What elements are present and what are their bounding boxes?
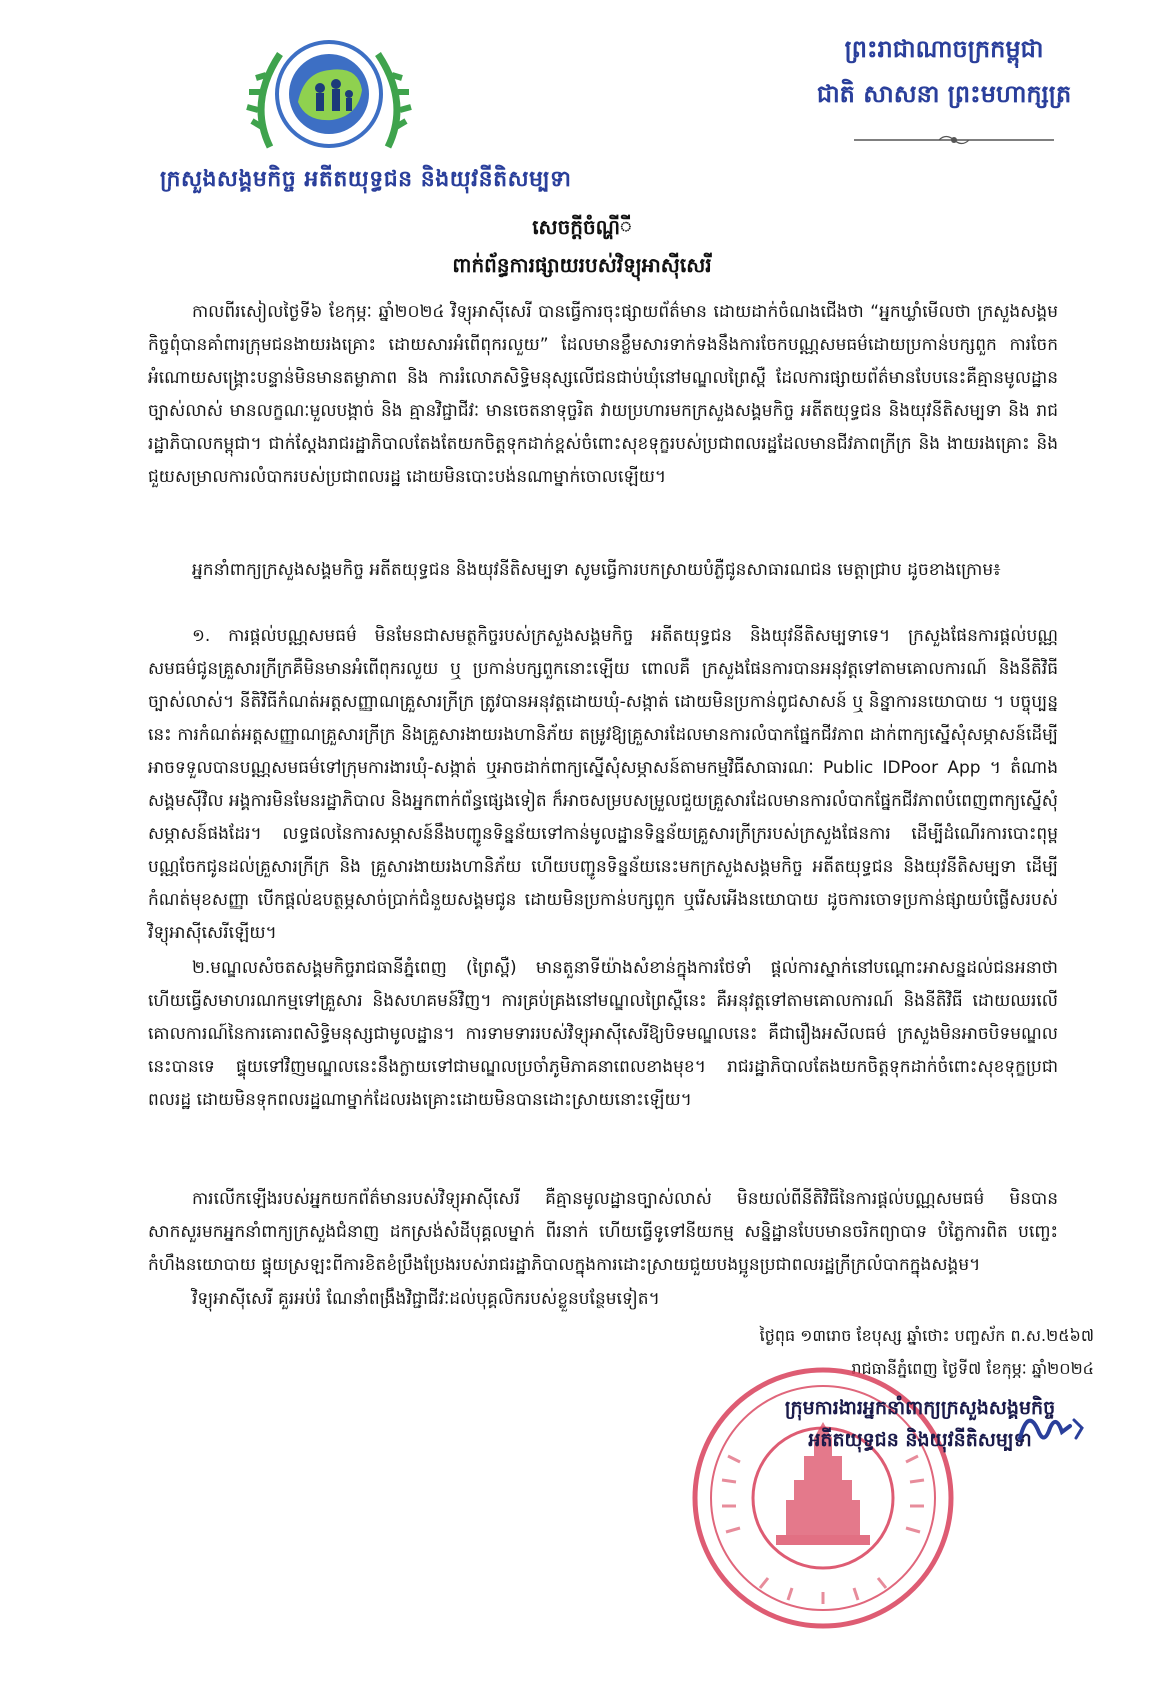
ornament-divider-icon bbox=[834, 130, 1074, 150]
ministry-emblem-icon bbox=[240, 32, 418, 162]
ministry-name: ក្រសួងសង្គមកិច្ច អតីតយុទ្ធជន និងយុវនីតិសម្បទា bbox=[160, 167, 572, 192]
signer-ministry: អតីតយុទ្ធជន និងយុវនីតិសម្បទា bbox=[808, 1429, 1032, 1451]
document-subtitle: ពាក់ព័ន្ធការផ្សាយរបស់វិទ្យុអាស៊ីសេរី bbox=[452, 253, 712, 277]
paragraph-point-1: ១. ការផ្តល់បណ្ណសមធម៌ មិនមែនជាសមត្ថកិច្ចរបស់ក្រសួងសង្គមកិច្ច អតីតយុទ្ធជន និងយុវនីតិសម្បទាទេ។ ក្រសួងផែនការផ្តល់បណ្ណសមធម៌ជូនគ្រួសារក្រីក្រគឺមិនមានអំពើពុករលួយ ឬ ប្រកាន់បក្សពួកនោះឡើយ ពោលគឺ ក្រសួងផែនការបានអនុវត្តទៅតាមគោលការណ៍ និងនីតិវិធីច្បាស់លាស់។ នីតិវិធីកំណត់អត្តសញ្ញាណគ្រួសារក្រីក្រ ត្រូវបានអនុវត្តដោយឃុំ-សង្កាត់ ដោយមិនប្រកាន់ពូជសាសន៍ ឬ និន្នាការនយោបាយ ។ បច្ចុប្បន្ននេះ ការកំណត់អត្តសញ្ញាណគ្រួសារក្រីក្រ និងគ្រួសារងាយរងហានិភ័យ តម្រូវឱ្យគ្រួសារដែលមានការលំបាកផ្នែកជីវភាព ដាក់ពាក្យស្នើសុំសម្ភាសន៍ដើម្បីអាចទទួលបានបណ្ណសមធម៌ទៅក្រុមការងារឃុំ-សង្កាត់ ឬអាចដាក់ពាក្យស្នើសុំសម្ភាសន៍តាមកម្មវិធីសាធារណៈ Public IDPoor App ។ តំណាងសង្គមស៊ីវិល អង្គការមិនមែនរដ្ឋាភិបាល និងអ្នកពាក់ព័ន្ធផ្សេងទៀត ក៏អាចសម្របសម្រួលជួយគ្រួសារដែលមានការលំបាកផ្នែកជីវភាពបំពេញពាក្យស្នើសុំសម្ភាសន៍ផងដែរ។ លទ្ធផលនៃការសម្ភាសន៍នឹងបញ្ជូនទិន្នន័យទៅកាន់មូលដ្ឋានទិន្នន័យគ្រួសារក្រីក្ររបស់ក្រសួងផែនការ ដើម្បីដំណើរការបោះពុម្ពបណ្ណចែកជូនដល់គ្រួសារក្រីក្រ និង គ្រួសារងាយរងហានិភ័យ ហើយបញ្ជូនទិន្នន័យនេះមកក្រសួងសង្គមកិច្ច អតីតយុទ្ធជន និងយុវនីតិសម្បទា ដើម្បីកំណត់មុខសញ្ញា បើកផ្តល់ឧបត្ថម្ភសាច់ប្រាក់ជំនួយសង្គមជូន ដោយមិនប្រកាន់បក្សពួក ឬរើសអើងនយោបាយ ដូចការចោទប្រកាន់ផ្សាយបំផ្លើសរបស់វិទ្យុអាស៊ីសេរីឡើយ។ bbox=[148, 626, 1058, 943]
paragraph-conclusion: ការលើកឡើងរបស់អ្នកយកព័ត៌មានរបស់វិទ្យុអាស៊ីសេរី គឺគ្មានមូលដ្ឋានច្បាស់លាស់ មិនយល់ពីនីតិវិធីនៃការផ្តល់បណ្ណសមធម៌ មិនបានសាកសួរមកអ្នកនាំពាក្យក្រសួងជំនាញ ដកស្រង់សំដីបុគ្គលម្នាក់ ពីរនាក់ ហើយធ្វើទូទៅនីយកម្ម សន្និដ្ឋានបែបមានចរិកព្យាបាទ បំភ្លៃការពិត បញ្ចេះកំហឹងនយោបាយ ផ្ទុយស្រឡះពីការខិតខំប្រឹងប្រែងរបស់រាជរដ្ឋាភិបាលក្នុងការដោះស្រាយជួយបងប្អូនប្រជាពលរដ្ឋក្រីក្រលំបាកក្នុងសង្គម។ bbox=[148, 1189, 1058, 1275]
solar-date: រាជធានីភ្នំពេញ ថ្ងៃទី៧ ខែកុម្ភៈ ឆ្នាំ២០២៤ bbox=[851, 1359, 1094, 1378]
lunar-date: ថ្ងៃពុធ ១៣រោច ខែបុស្ស ឆ្នាំថោះ បញ្ចស័ក ព.ស.២៥៦៧ bbox=[759, 1326, 1094, 1345]
kingdom-motto bbox=[784, 34, 1104, 114]
paragraph-point-2: ២.មណ្ឌលសំចតសង្គមកិច្ចរាជធានីភ្នំពេញ (ព្រៃស្ពឺ) មានតួនាទីយ៉ាងសំខាន់ក្នុងការថែទាំ ផ្តល់ការស្នាក់នៅបណ្តោះអាសន្នដល់ជនអនាថា ហើយធ្វើសមាហរណកម្មទៅគ្រួសារ និងសហគមន៍វិញ។ ការគ្រប់គ្រងនៅមណ្ឌលព្រៃស្ពឺនេះ គឺអនុវត្តទៅតាមគោលការណ៍ និងនីតិវិធី ដោយឈរលើគោលការណ៍នៃការគោរពសិទ្ធិមនុស្សជាមូលដ្ឋាន។ ការទាមទាររបស់វិទ្យុអាស៊ីសេរីឱ្យបិទមណ្ឌលនេះ គឺជារឿងអសីលធម៌ ក្រសួងមិនអាចបិទមណ្ឌលនេះបានទេ ផ្ទុយទៅវិញមណ្ឌលនេះនឹងក្លាយទៅជាមណ្ឌលប្រចាំភូមិភាគនាពេលខាងមុខ។ រាជរដ្ឋាភិបាលតែងយកចិត្តទុកដាក់ចំពោះសុខទុក្ខប្រជាពលរដ្ឋ ដោយមិនទុកពលរដ្ឋណាម្នាក់ដែលរងគ្រោះដោយមិនបានដោះស្រាយនោះឡើយ។ bbox=[148, 958, 1058, 1110]
signature-icon bbox=[1010, 1398, 1090, 1458]
kingdom-title: ព្រះរាជាណាចក្រកម្ពុជា bbox=[844, 35, 1044, 63]
national-motto: ជាតិ សាសនា ព្រះមហាក្សត្រ bbox=[816, 80, 1072, 108]
paragraph-closing: វិទ្យុអាស៊ីសេរី គួរអប់រំ ណែនាំពង្រឹងវិជ្ជាជីវៈដល់បុគ្គលិករបស់ខ្លួនបន្ថែមទៀត។ bbox=[192, 1289, 660, 1309]
paragraph-intro: កាលពីរសៀលថ្ងៃទី៦ ខែកុម្ភៈ ឆ្នាំ២០២៤ វិទ្យុអាស៊ីសេរី បានធ្វើការចុះផ្សាយព័ត៌មាន ដោយដាក់ចំណងជើងថា “អ្នកឃ្លាំមើលថា ក្រសួងសង្គមកិច្ចពុំបានគាំពារក្រុមជនងាយរងគ្រោះ ដោយសារអំពើពុករលួយ” ដែលមានខ្លឹមសារទាក់ទងនឹងការចែកបណ្ណសមធម៌ដោយប្រកាន់បក្សពួក ការចែកអំណោយសង្គ្រោះបន្ទាន់មិនមានតម្លាភាព និង ការរំលោភសិទ្ធិមនុស្សលើជនជាប់ឃុំនៅមណ្ឌលព្រៃស្ពឺ ដែលការផ្សាយព័ត៌មានបែបនេះគឺគ្មានមូលដ្ឋានច្បាស់លាស់ មានលក្ខណៈមួលបង្កាច់ និង គ្មានវិជ្ជាជីវៈ មានចេតនាទុច្ចរិត វាយប្រហារមកក្រសួងសង្គមកិច្ច អតីតយុទ្ធជន និងយុវនីតិសម្បទា និង រាជរដ្ឋាភិបាលកម្ពុជា។ ជាក់ស្តែងរាជរដ្ឋាភិបាលតែងតែយកចិត្តទុកដាក់ខ្ពស់ចំពោះសុខទុក្ខរបស់ប្រជាពលរដ្ឋដែលមានជីវភាពក្រីក្រ និង ងាយរងគ្រោះ និង ជួយសម្រាលការលំបាករបស់ប្រជាពលរដ្ឋ ដោយមិនបោះបង់នណាម្នាក់ចោលឡើយ។ bbox=[148, 302, 1058, 487]
paragraph-spokesperson: អ្នកនាំពាក្យក្រសួងសង្គមកិច្ច អតីតយុទ្ធជន និងយុវនីតិសម្បទា សូមធ្វើការបកស្រាយបំភ្លឺជូនសាធារណជន មេត្តាជ្រាប ដូចខាងក្រោម៖ bbox=[192, 560, 1001, 580]
signer-title: ក្រុមការងារអ្នកនាំពាក្យក្រសួងសង្គមកិច្ច bbox=[784, 1397, 1056, 1419]
document-title: សេចក្តីចំណ្ហីី bbox=[532, 215, 632, 239]
